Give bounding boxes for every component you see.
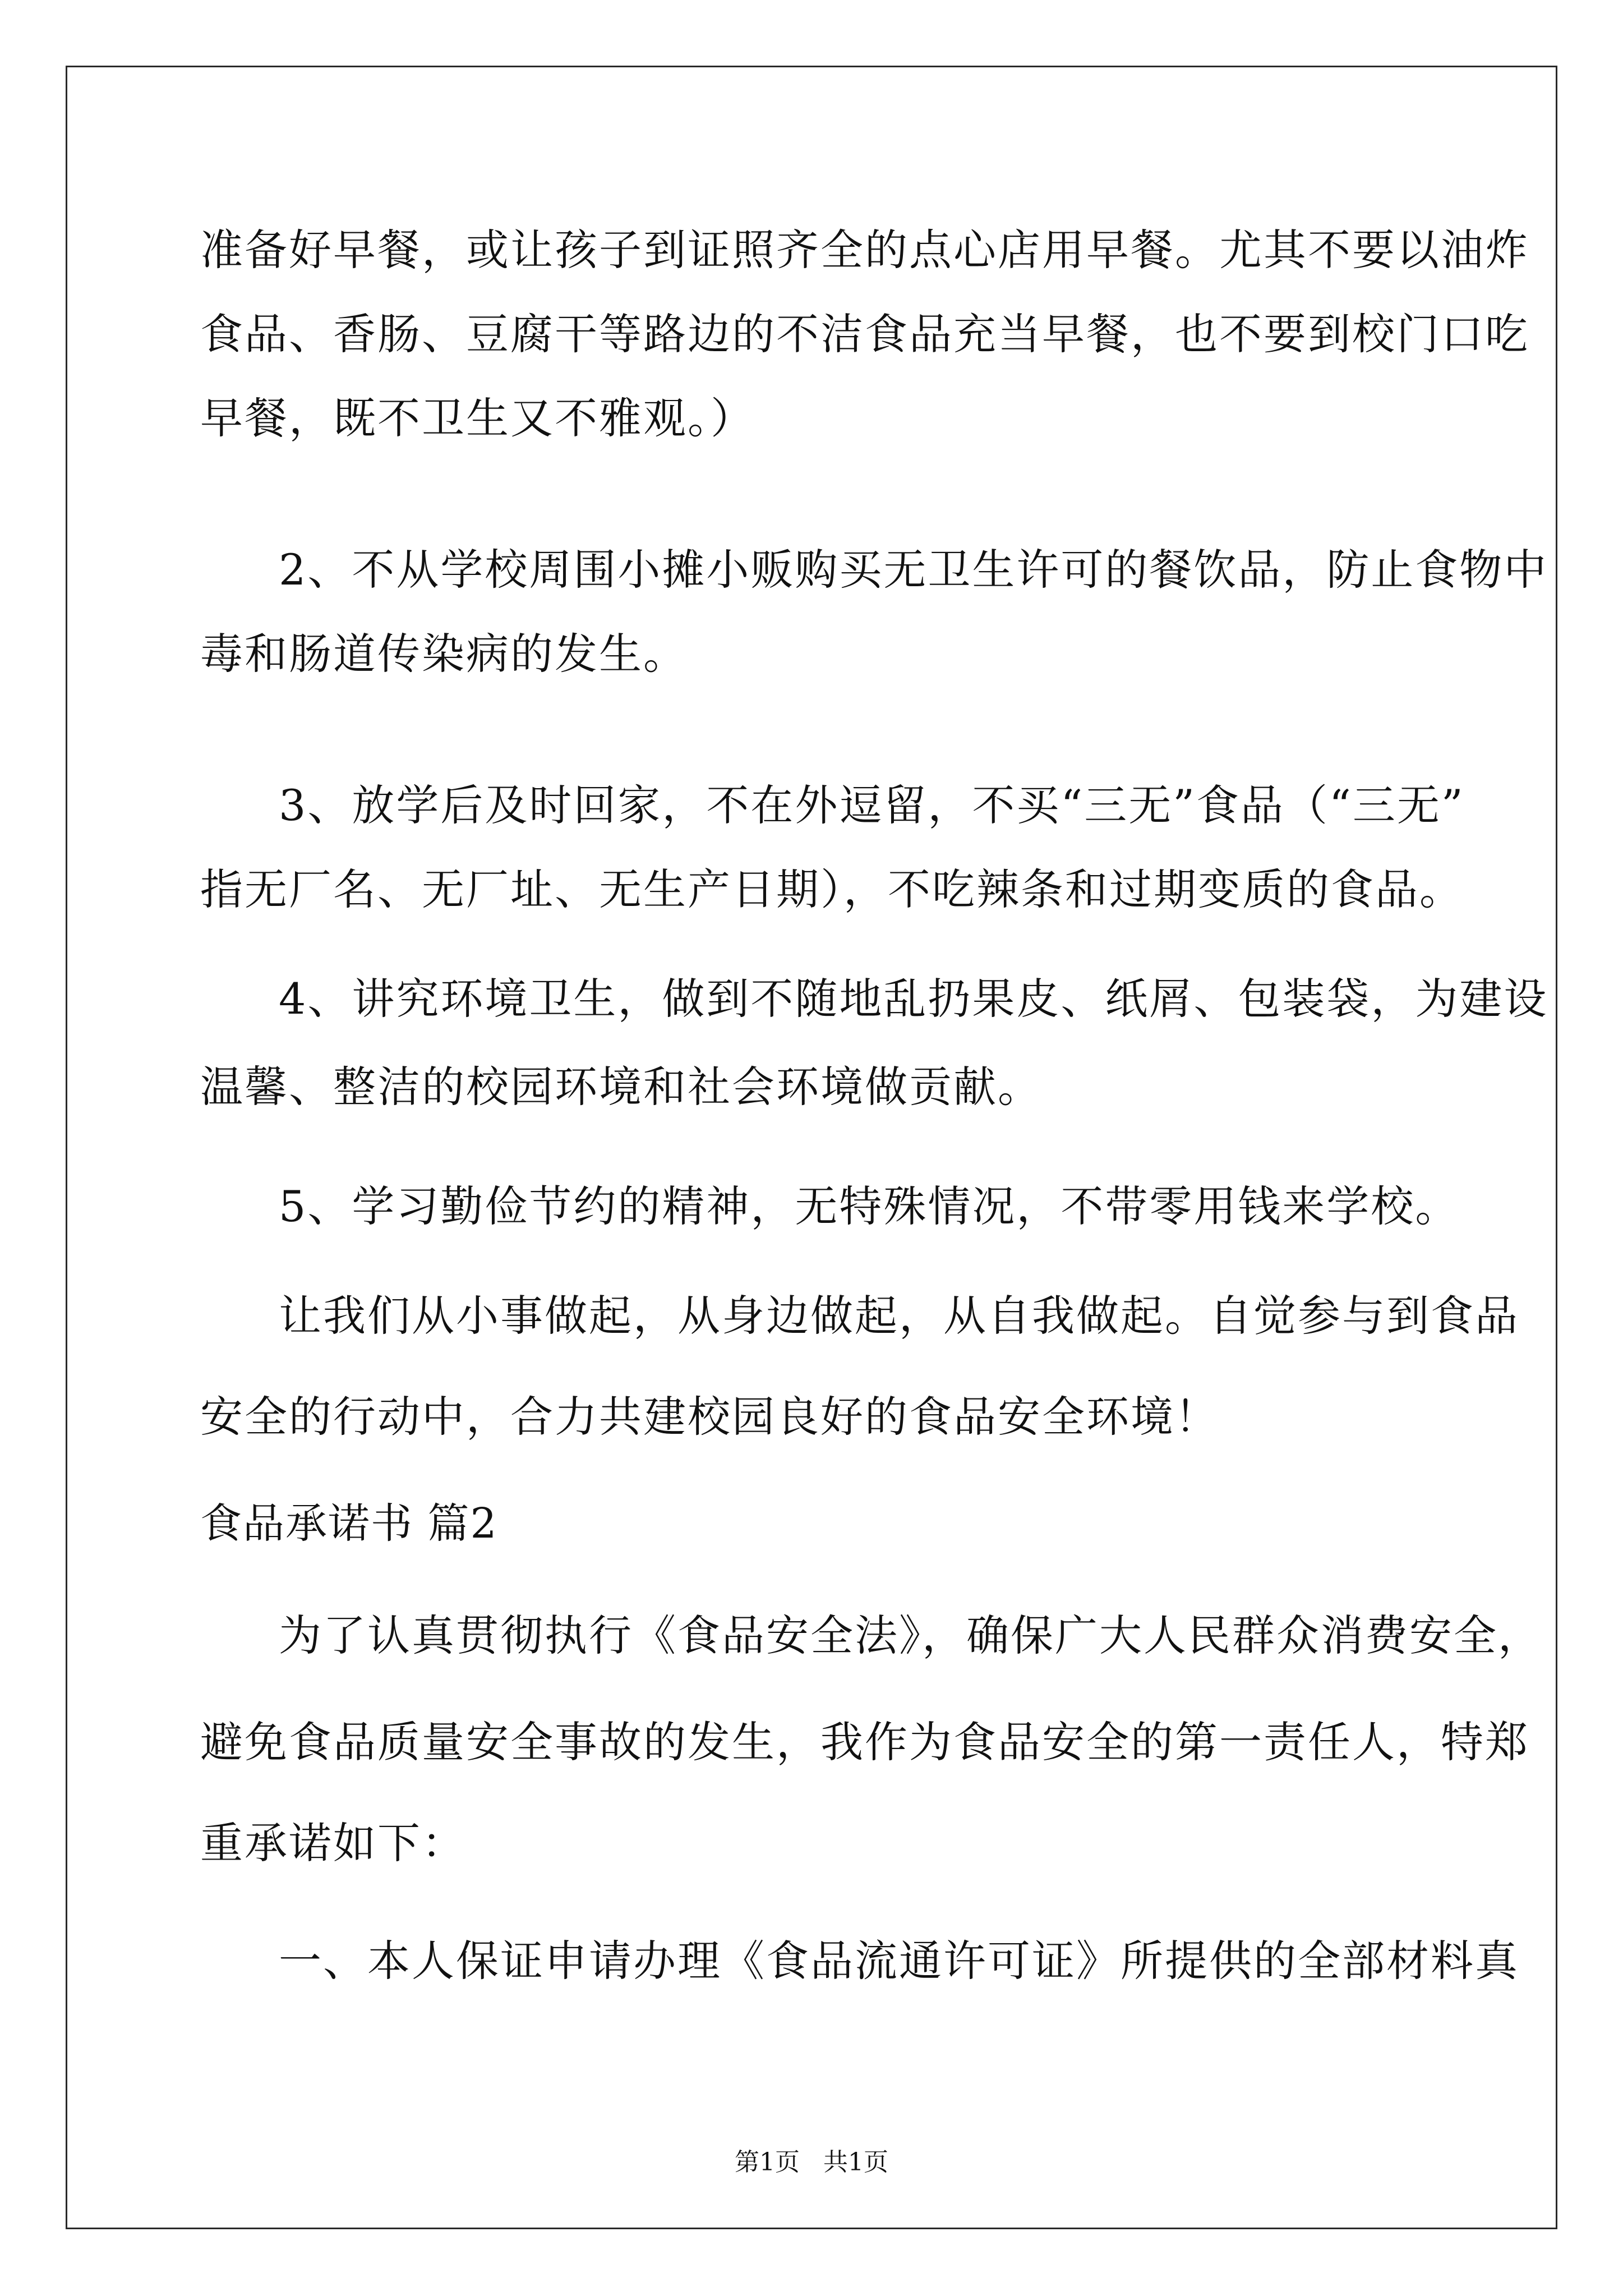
paragraph-line: 3、放学后及时回家，不在外逗留，不买“三无”食品（“三无” xyxy=(279,780,1465,830)
section-heading: 食品承诺书 篇2 xyxy=(200,1499,498,1548)
page-number-footer: 第1页 共1页 xyxy=(735,2148,888,2177)
paragraph-line: 准备好早餐，或让孩子到证照齐全的点心店用早餐。尤其不要以油炸 xyxy=(200,225,1529,275)
paragraph-line: 指无厂名、无厂址、无生产日期），不吃辣条和过期变质的食品。 xyxy=(200,864,1464,914)
paragraph-line: 安全的行动中，合力共建校园良好的食品安全环境！ xyxy=(200,1392,1219,1442)
page-border xyxy=(66,66,1557,2229)
paragraph-line: 为了认真贯彻执行《食品安全法》，确保广大人民群众消费安全， xyxy=(279,1611,1542,1660)
paragraph-line: 早餐，既不卫生又不雅观。） xyxy=(200,393,755,443)
paragraph-line: 食品、香肠、豆腐干等路边的不洁食品充当早餐，也不要到校门口吃 xyxy=(200,309,1529,359)
paragraph-line: 重承诺如下： xyxy=(200,1818,466,1868)
paragraph-line: 4、讲究环境卫生，做到不随地乱扔果皮、纸屑、包装袋，为建设 xyxy=(279,974,1548,1024)
paragraph-line: 温馨、整洁的校园环境和社会环境做贡献。 xyxy=(200,1062,1042,1112)
paragraph-line: 5、学习勤俭节约的精神，无特殊情况，不带零用钱来学校。 xyxy=(279,1181,1460,1231)
paragraph-line: 一、本人保证申请办理《食品流通许可证》所提供的全部材料真 xyxy=(279,1936,1519,1986)
paragraph-line: 2、不从学校周围小摊小贩购买无卫生许可的餐饮品，防止食物中 xyxy=(279,545,1548,595)
paragraph-line: 毒和肠道传染病的发生。 xyxy=(200,629,688,679)
paragraph-line: 让我们从小事做起，从身边做起，从自我做起。自觉参与到食品 xyxy=(279,1291,1519,1341)
paragraph-line: 避免食品质量安全事故的发生，我作为食品安全的第一责任人，特郑 xyxy=(200,1717,1529,1767)
